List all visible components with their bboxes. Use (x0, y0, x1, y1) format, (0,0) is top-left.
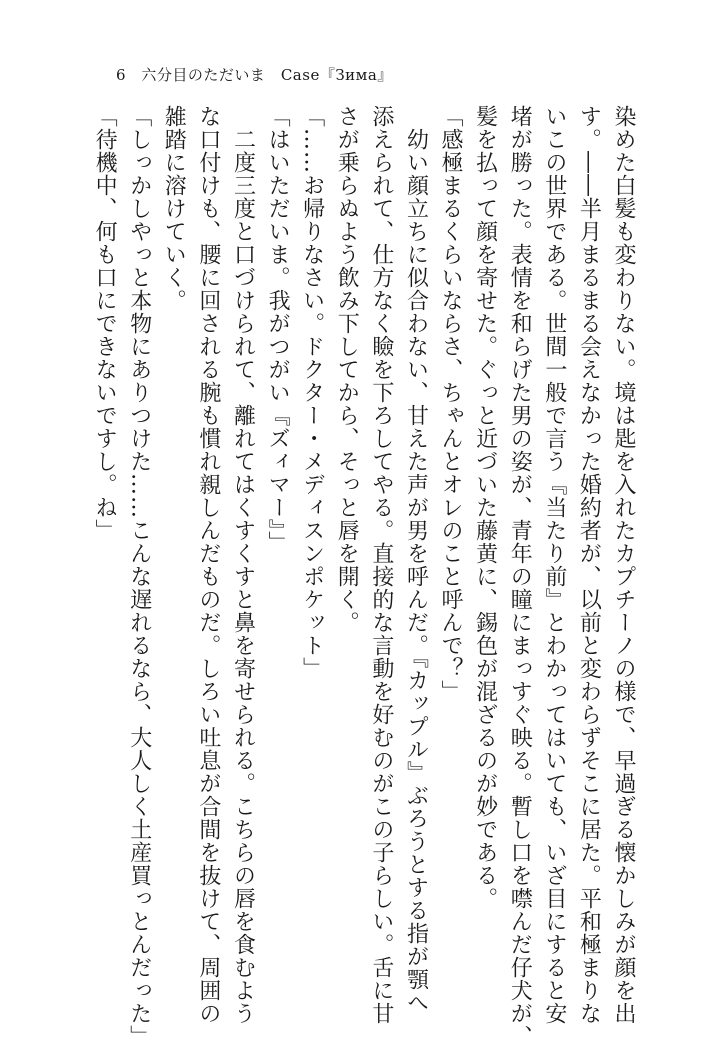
text-line: す。――半月まるまる会えなかった婚約者が、以前と変わらずそこに居た。平和極まりな (576, 105, 602, 1025)
page-number: 6 (116, 66, 127, 84)
text-line: 添えられて、仕方なく瞼を下ろしてやる。直接的な言動を好むのがこの子らしい。舌に甘 (368, 105, 394, 1025)
running-header (116, 64, 393, 85)
text-line: さが乗らぬよう飲み下してから、そっと唇を開く。 (334, 105, 360, 634)
text-line: 雑踏に溶けていく。 (161, 105, 187, 312)
running-title: 六分目のただいま Case『Зима』 (141, 66, 393, 84)
text-line: 「はいただいま。我がつがい『ズィマー』」 (265, 105, 291, 554)
text-line: 二度三度と口づけられて、離れてはくすくすと鼻を寄せられる。こちらの唇を食むよう (230, 105, 256, 1025)
text-line: 幼い顔立ちに似合わない、甘えた声が男を呼んだ。『カップル』ぶろうとする指が顎へ (403, 105, 429, 1014)
text-line: 染めた白髪も変わりない。境は匙を入れたカプチーノの様で、早過ぎる懐かしみが顔を出 (611, 105, 636, 1025)
text-line: 「しっかしやっと本物にありつけた……こんな遅れるなら、大人しく土産買っとんだった」 (126, 105, 152, 1048)
text-line: な口付けも、腰に回される腕も慣れ親しんだものだ。しろい吐息が合間を抜けて、周囲の (195, 105, 221, 1025)
text-line: 髪を払って顔を寄せた。ぐっと近づいた藤黄に、錫色が混ざるのが妙である。 (472, 105, 498, 910)
text-line: 堵が勝った。表情を和らげた男の姿が、青年の瞳にまっすぐ映る。暫し口を噤んだ仔犬が、 (507, 105, 533, 1048)
vertical-body-text (87, 105, 641, 1048)
text-line: 「待機中、何も口にできないですし。ね」 (92, 105, 118, 542)
text-line: いこの世界である。世間一般で言う『当たり前』とわかってはいても、いざ目にすると安 (541, 105, 567, 1025)
text-line: 「感極まるくらいならさ、ちゃんとオレのこと呼んで？」 (438, 105, 464, 703)
text-line: 「……お帰りなさい。ドクター・メディスンポケット」 (299, 105, 325, 680)
